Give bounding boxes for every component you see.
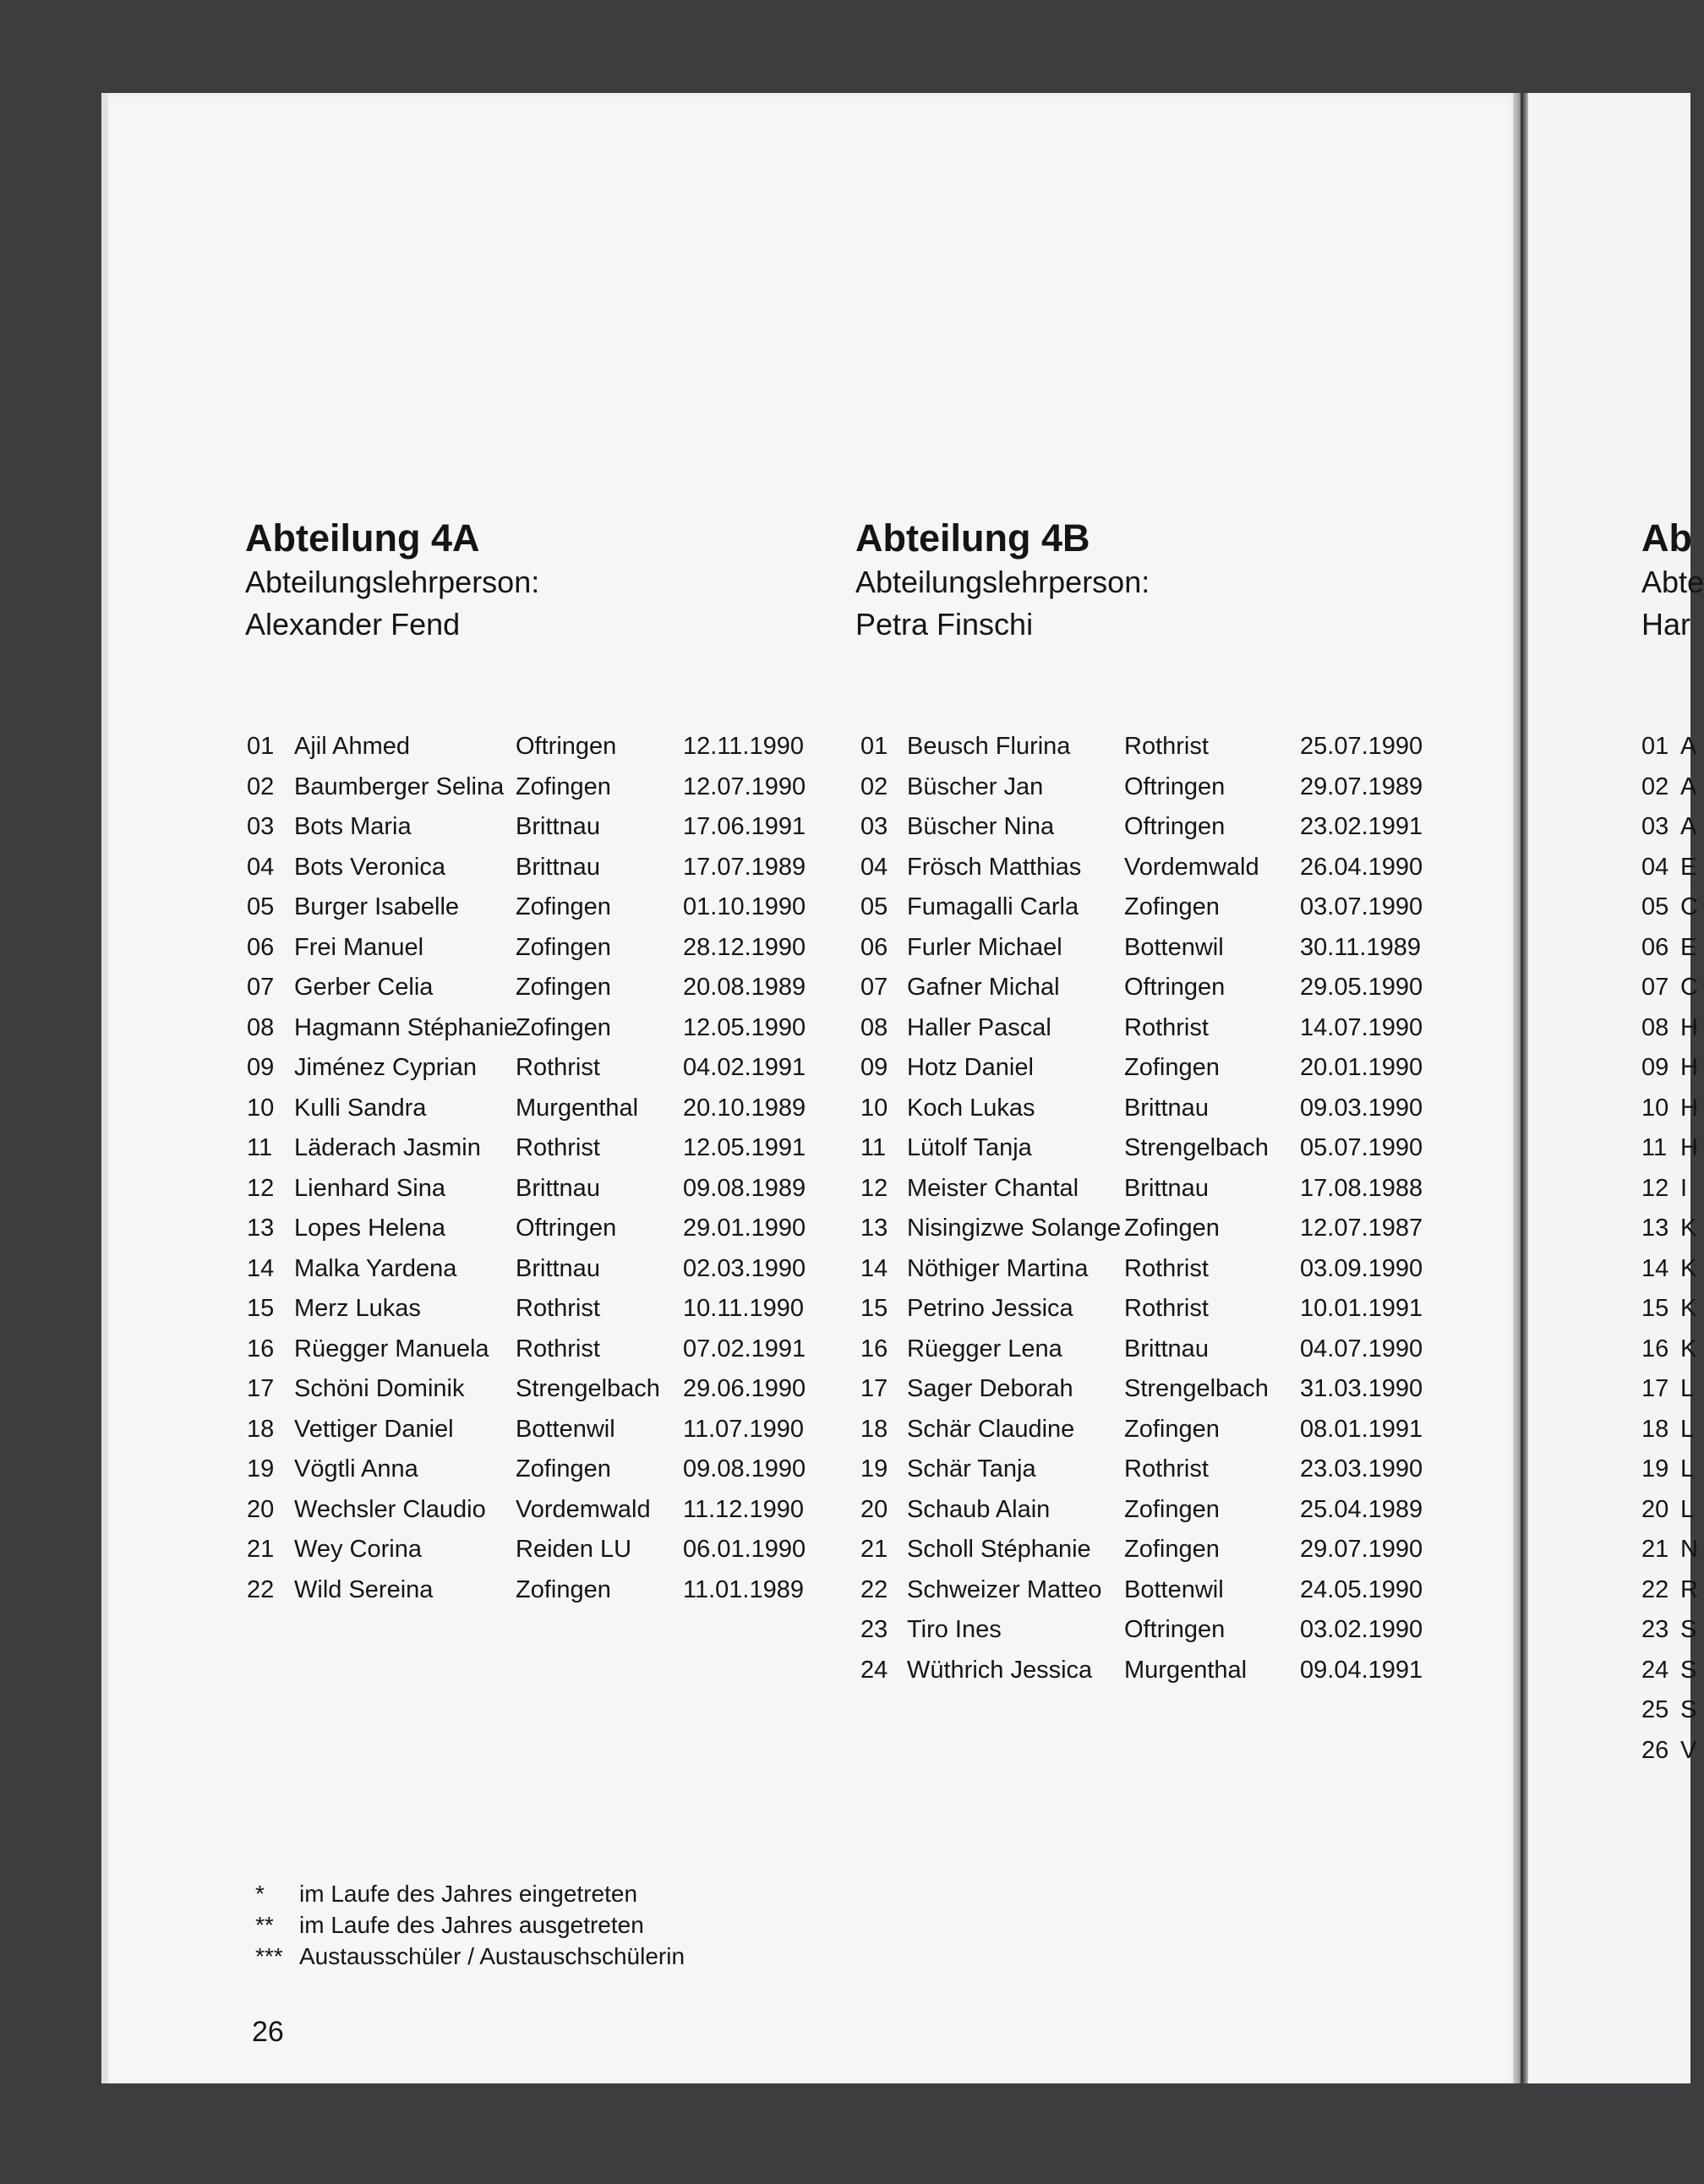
- student-name: Frösch Matthias: [907, 853, 1082, 881]
- student-birthdate: 09.03.1990: [1300, 1094, 1423, 1122]
- student-number: 14: [860, 1254, 888, 1282]
- student-name: Lienhard Sina: [294, 1174, 445, 1202]
- book-gutter: [1513, 93, 1528, 2083]
- student-name: C: [1680, 974, 1698, 1001]
- student-number: 01: [1641, 733, 1669, 760]
- student-town: Strengelbach: [1124, 1134, 1269, 1161]
- student-number: 11: [247, 1134, 273, 1161]
- student-name: S: [1680, 1696, 1697, 1723]
- student-town: Brittnau: [516, 813, 600, 840]
- student-name: Nisingizwe Solange: [907, 1215, 1122, 1242]
- student-number: 06: [1641, 933, 1669, 961]
- student-name: Büscher Nina: [907, 813, 1055, 840]
- student-number: 04: [1641, 853, 1669, 881]
- student-number: 04: [247, 853, 275, 881]
- student-number: 09: [1641, 1054, 1669, 1081]
- student-town: Strengelbach: [516, 1375, 660, 1402]
- student-name: Merz Lukas: [294, 1295, 421, 1322]
- student-name: S: [1680, 1656, 1697, 1684]
- student-number: 19: [1641, 1455, 1669, 1482]
- student-number: 06: [860, 933, 888, 961]
- student-name: Schär Claudine: [907, 1415, 1075, 1443]
- student-number: 12: [247, 1174, 275, 1202]
- student-number: 20: [860, 1495, 888, 1523]
- student-number: 05: [247, 893, 275, 920]
- student-birthdate: 09.08.1990: [683, 1455, 806, 1482]
- student-number: 08: [247, 1013, 275, 1041]
- student-town: Bottenwil: [516, 1415, 615, 1443]
- teacher-name: Petra Finschi: [855, 607, 1034, 642]
- student-name: Bots Maria: [294, 813, 412, 840]
- student-name: H: [1680, 1094, 1698, 1122]
- student-name: A: [1680, 733, 1697, 760]
- footnote-mark: *: [255, 1881, 265, 1907]
- student-birthdate: 03.07.1990: [1300, 893, 1423, 920]
- student-birthdate: 11.01.1989: [683, 1575, 804, 1603]
- student-birthdate: 26.04.1990: [1300, 853, 1423, 881]
- student-birthdate: 09.04.1991: [1300, 1656, 1423, 1684]
- student-name: Hotz Daniel: [907, 1054, 1034, 1081]
- student-name: Furler Michael: [907, 933, 1062, 961]
- student-town: Oftringen: [1124, 773, 1226, 800]
- student-name: Wey Corina: [294, 1536, 422, 1563]
- student-town: Rothrist: [516, 1335, 600, 1362]
- student-town: Zofingen: [516, 933, 611, 961]
- student-birthdate: 29.06.1990: [683, 1375, 806, 1402]
- student-name: Fumagalli Carla: [907, 893, 1079, 920]
- student-name: Burger Isabelle: [294, 893, 460, 920]
- student-number: 22: [247, 1575, 275, 1603]
- student-number: 18: [860, 1415, 888, 1443]
- student-birthdate: 09.08.1989: [683, 1174, 806, 1202]
- student-birthdate: 14.07.1990: [1300, 1013, 1423, 1041]
- student-birthdate: 12.07.1990: [683, 773, 806, 800]
- student-number: 18: [247, 1415, 275, 1443]
- student-birthdate: 17.06.1991: [683, 813, 806, 840]
- student-name: R: [1680, 1575, 1698, 1603]
- student-number: 05: [860, 893, 888, 920]
- student-birthdate: 29.05.1990: [1300, 974, 1423, 1001]
- student-number: 24: [860, 1656, 888, 1684]
- student-number: 17: [860, 1375, 888, 1402]
- student-number: 07: [1641, 974, 1669, 1001]
- section-title: Ab: [1641, 516, 1692, 560]
- student-birthdate: 29.07.1990: [1300, 1536, 1423, 1563]
- student-number: 21: [1641, 1536, 1669, 1563]
- student-birthdate: 12.05.1990: [683, 1013, 806, 1041]
- student-number: 03: [860, 813, 888, 840]
- student-name: L: [1680, 1455, 1695, 1482]
- student-birthdate: 23.02.1991: [1300, 813, 1423, 840]
- section-4a-header: [245, 516, 539, 646]
- student-name: Gafner Michal: [907, 974, 1060, 1001]
- student-birthdate: 24.05.1990: [1300, 1575, 1423, 1603]
- student-town: Zofingen: [1124, 1415, 1220, 1443]
- student-name: K: [1680, 1254, 1697, 1282]
- footnote-text: im Laufe des Jahres ausgetreten: [299, 1912, 644, 1938]
- student-number: 22: [860, 1575, 888, 1603]
- student-birthdate: 25.07.1990: [1300, 733, 1423, 760]
- student-birthdate: 25.04.1989: [1300, 1495, 1423, 1523]
- student-birthdate: 17.07.1989: [683, 853, 806, 881]
- student-number: 09: [860, 1054, 888, 1081]
- student-number: 19: [860, 1455, 888, 1482]
- student-number: 23: [1641, 1616, 1669, 1643]
- student-birthdate: 11.07.1990: [683, 1415, 804, 1443]
- student-name: Schöni Dominik: [294, 1375, 465, 1402]
- student-birthdate: 20.10.1989: [683, 1094, 806, 1122]
- student-name: Haller Pascal: [907, 1013, 1051, 1041]
- student-town: Vordemwald: [516, 1495, 651, 1523]
- student-name: Beusch Flurina: [907, 733, 1071, 760]
- student-name: Schär Tanja: [907, 1455, 1036, 1482]
- student-town: Zofingen: [516, 773, 611, 800]
- student-name: Wechsler Claudio: [294, 1495, 486, 1523]
- student-name: L: [1680, 1375, 1695, 1402]
- student-number: 21: [247, 1536, 275, 1563]
- student-number: 07: [247, 974, 275, 1001]
- student-number: 25: [1641, 1696, 1669, 1723]
- student-birthdate: 03.02.1990: [1300, 1616, 1423, 1643]
- teacher-name: Har: [1641, 607, 1691, 642]
- student-town: Rothrist: [1124, 1295, 1209, 1322]
- student-town: Zofingen: [516, 974, 611, 1001]
- student-birthdate: 01.10.1990: [683, 893, 806, 920]
- student-town: Brittnau: [516, 853, 600, 881]
- student-number: 15: [1641, 1295, 1669, 1322]
- student-town: Oftringen: [516, 1215, 617, 1242]
- student-name: Rüegger Lena: [907, 1335, 1062, 1362]
- student-name: Kulli Sandra: [294, 1094, 427, 1122]
- student-number: 16: [1641, 1335, 1669, 1362]
- student-town: Rothrist: [1124, 1455, 1209, 1482]
- student-town: Oftringen: [1124, 1616, 1226, 1643]
- student-town: Reiden LU: [516, 1536, 632, 1563]
- student-name: A: [1680, 773, 1697, 800]
- student-town: Brittnau: [1124, 1094, 1209, 1122]
- student-town: Rothrist: [1124, 733, 1209, 760]
- student-name: Büscher Jan: [907, 773, 1044, 800]
- right-section-header: [1641, 516, 1704, 646]
- student-number: 23: [860, 1616, 888, 1643]
- student-name: Ajil Ahmed: [294, 733, 411, 760]
- student-birthdate: 04.07.1990: [1300, 1335, 1423, 1362]
- teacher-label: Abteilungslehrperson:: [245, 565, 540, 599]
- student-town: Zofingen: [516, 893, 611, 920]
- student-town: Zofingen: [1124, 1495, 1220, 1523]
- student-name: K: [1680, 1295, 1697, 1322]
- student-birthdate: 10.01.1991: [1300, 1295, 1423, 1322]
- student-number: 17: [1641, 1375, 1669, 1402]
- student-name: V: [1680, 1736, 1697, 1764]
- student-number: 11: [860, 1134, 887, 1161]
- student-number: 13: [1641, 1215, 1669, 1242]
- student-town: Zofingen: [1124, 1536, 1220, 1563]
- student-name: E: [1680, 933, 1697, 961]
- student-number: 01: [860, 733, 888, 760]
- student-birthdate: 03.09.1990: [1300, 1254, 1423, 1282]
- student-number: 02: [247, 773, 275, 800]
- student-birthdate: 11.12.1990: [683, 1495, 804, 1523]
- student-name: C: [1680, 893, 1698, 920]
- student-birthdate: 17.08.1988: [1300, 1174, 1423, 1202]
- student-birthdate: 12.11.1990: [683, 733, 804, 760]
- student-name: Frei Manuel: [294, 933, 424, 961]
- student-name: Koch Lukas: [907, 1094, 1035, 1122]
- student-number: 02: [1641, 773, 1669, 800]
- student-number: 22: [1641, 1575, 1669, 1603]
- student-name: L: [1680, 1415, 1695, 1443]
- student-birthdate: 12.05.1991: [683, 1134, 806, 1161]
- student-name: Malka Yardena: [294, 1254, 457, 1282]
- student-name: Wild Sereina: [294, 1575, 434, 1603]
- student-town: Zofingen: [1124, 1215, 1220, 1242]
- student-number: 14: [1641, 1254, 1669, 1282]
- student-town: Oftringen: [1124, 974, 1226, 1001]
- section-4b-header: [855, 516, 1150, 646]
- student-number: 01: [247, 733, 275, 760]
- student-birthdate: 28.12.1990: [683, 933, 806, 961]
- student-number: 04: [860, 853, 888, 881]
- student-town: Bottenwil: [1124, 1575, 1224, 1603]
- student-number: 15: [247, 1295, 275, 1322]
- student-number: 26: [1641, 1736, 1669, 1764]
- student-number: 20: [1641, 1495, 1669, 1523]
- student-name: Schaub Alain: [907, 1495, 1051, 1523]
- student-town: Rothrist: [516, 1295, 600, 1322]
- student-birthdate: 23.03.1990: [1300, 1455, 1423, 1482]
- student-name: K: [1680, 1335, 1697, 1362]
- student-town: Zofingen: [1124, 893, 1220, 920]
- student-name: Lopes Helena: [294, 1215, 445, 1242]
- page-number: 26: [252, 2016, 284, 2048]
- student-town: Rothrist: [516, 1054, 600, 1081]
- student-name: Gerber Celia: [294, 974, 434, 1001]
- student-number: 13: [247, 1215, 275, 1242]
- student-name: H: [1680, 1054, 1698, 1081]
- student-town: Rothrist: [1124, 1013, 1209, 1041]
- student-number: 07: [860, 974, 888, 1001]
- student-name: Schweizer Matteo: [907, 1575, 1102, 1603]
- student-birthdate: 05.07.1990: [1300, 1134, 1423, 1161]
- student-number: 13: [860, 1215, 888, 1242]
- student-name: Vögtli Anna: [294, 1455, 418, 1482]
- student-town: Brittnau: [1124, 1174, 1209, 1202]
- student-number: 18: [1641, 1415, 1669, 1443]
- student-town: Zofingen: [516, 1455, 611, 1482]
- student-birthdate: 07.02.1991: [683, 1335, 806, 1362]
- student-town: Rothrist: [1124, 1254, 1209, 1282]
- student-town: Zofingen: [516, 1013, 611, 1041]
- student-number: 16: [247, 1335, 275, 1362]
- student-number: 16: [860, 1335, 888, 1362]
- student-number: 19: [247, 1455, 275, 1482]
- student-name: A: [1680, 813, 1697, 840]
- student-name: I: [1680, 1174, 1688, 1202]
- teacher-label: Abte: [1641, 565, 1704, 599]
- student-name: Scholl Stéphanie: [907, 1536, 1091, 1563]
- student-name: E: [1680, 853, 1697, 881]
- student-number: 15: [860, 1295, 888, 1322]
- student-birthdate: 31.03.1990: [1300, 1375, 1423, 1402]
- student-name: Vettiger Daniel: [294, 1415, 454, 1443]
- student-number: 17: [247, 1375, 275, 1402]
- student-birthdate: 12.07.1987: [1300, 1215, 1423, 1242]
- student-name: Meister Chantal: [907, 1174, 1079, 1202]
- student-name: K: [1680, 1215, 1697, 1242]
- student-birthdate: 29.01.1990: [683, 1215, 806, 1242]
- student-birthdate: 30.11.1989: [1300, 933, 1421, 961]
- student-name: Nöthiger Martina: [907, 1254, 1089, 1282]
- footnote-mark: ***: [255, 1943, 283, 1969]
- student-name: Bots Veronica: [294, 853, 445, 881]
- student-birthdate: 20.08.1989: [683, 974, 806, 1001]
- student-town: Zofingen: [1124, 1054, 1220, 1081]
- student-birthdate: 20.01.1990: [1300, 1054, 1423, 1081]
- student-name: Jiménez Cyprian: [294, 1054, 477, 1081]
- student-number: 06: [247, 933, 275, 961]
- student-number: 02: [860, 773, 888, 800]
- student-name: H: [1680, 1134, 1698, 1161]
- student-town: Murgenthal: [516, 1094, 639, 1122]
- student-town: Brittnau: [516, 1174, 600, 1202]
- student-birthdate: 08.01.1991: [1300, 1415, 1423, 1443]
- student-number: 09: [247, 1054, 275, 1081]
- student-town: Vordemwald: [1124, 853, 1259, 881]
- student-name: Petrino Jessica: [907, 1295, 1073, 1322]
- student-number: 11: [1641, 1134, 1668, 1161]
- student-number: 14: [247, 1254, 275, 1282]
- student-name: Wüthrich Jessica: [907, 1656, 1093, 1684]
- teacher-name: Alexander Fend: [245, 607, 461, 642]
- student-name: Sager Deborah: [907, 1375, 1073, 1402]
- student-name: Hagmann Stéphanie: [294, 1013, 518, 1041]
- student-name: N: [1680, 1536, 1698, 1563]
- student-number: 12: [1641, 1174, 1669, 1202]
- student-number: 03: [1641, 813, 1669, 840]
- section-title: Abteilung 4A: [245, 516, 480, 560]
- student-birthdate: 04.02.1991: [683, 1054, 806, 1081]
- student-number: 05: [1641, 893, 1669, 920]
- student-name: Tiro Ines: [907, 1616, 1002, 1643]
- student-name: Rüegger Manuela: [294, 1335, 489, 1362]
- footnote-mark: **: [255, 1912, 274, 1938]
- student-birthdate: 29.07.1989: [1300, 773, 1423, 800]
- student-name: Läderach Jasmin: [294, 1134, 481, 1161]
- student-town: Strengelbach: [1124, 1375, 1269, 1402]
- student-birthdate: 10.11.1990: [683, 1295, 804, 1322]
- footnote-text: im Laufe des Jahres eingetreten: [299, 1881, 638, 1907]
- student-number: 08: [1641, 1013, 1669, 1041]
- student-name: Lütolf Tanja: [907, 1134, 1032, 1161]
- student-town: Bottenwil: [1124, 933, 1224, 961]
- student-name: S: [1680, 1616, 1697, 1643]
- student-town: Brittnau: [1124, 1335, 1209, 1362]
- student-number: 03: [247, 813, 275, 840]
- student-town: Zofingen: [516, 1575, 611, 1603]
- student-number: 10: [1641, 1094, 1669, 1122]
- student-town: Oftringen: [516, 733, 617, 760]
- student-town: Rothrist: [516, 1134, 600, 1161]
- student-birthdate: 02.03.1990: [683, 1254, 806, 1282]
- student-town: Oftringen: [1124, 813, 1226, 840]
- student-name: H: [1680, 1013, 1698, 1041]
- teacher-label: Abteilungslehrperson:: [855, 565, 1150, 599]
- student-town: Murgenthal: [1124, 1656, 1248, 1684]
- student-number: 12: [860, 1174, 888, 1202]
- student-number: 08: [860, 1013, 888, 1041]
- student-birthdate: 06.01.1990: [683, 1536, 806, 1563]
- section-title: Abteilung 4B: [855, 516, 1090, 560]
- student-name: Baumberger Selina: [294, 773, 505, 800]
- student-number: 21: [860, 1536, 888, 1563]
- student-number: 10: [247, 1094, 275, 1122]
- student-number: 20: [247, 1495, 275, 1523]
- student-name: L: [1680, 1495, 1695, 1523]
- student-number: 10: [860, 1094, 888, 1122]
- student-town: Brittnau: [516, 1254, 600, 1282]
- student-number: 24: [1641, 1656, 1669, 1684]
- footnote-text: Austausschüler / Austauschschülerin: [299, 1943, 685, 1969]
